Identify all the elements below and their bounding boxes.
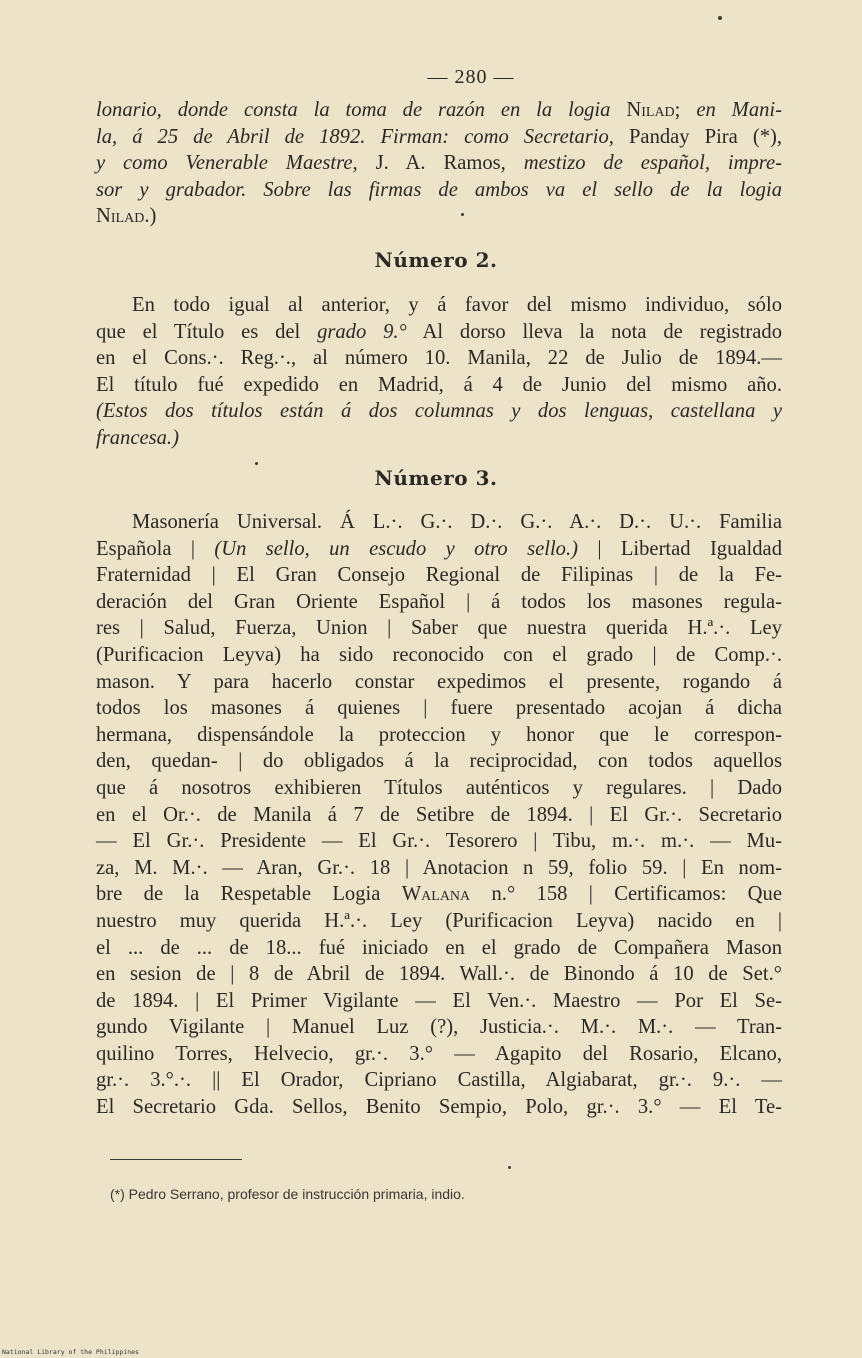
- text-line-segment: sor y grabador. Sobre las firmas de ambos va el sello de la logia: [96, 178, 782, 201]
- ink-speck: [718, 16, 722, 20]
- text-line-segment: francesa.): [96, 426, 179, 449]
- text-line-segment: en Mani-: [696, 99, 782, 121]
- text-line-segment: Nilad: [626, 99, 675, 121]
- ink-speck: [255, 462, 258, 465]
- text-line: [96, 425, 782, 452]
- section-heading: Número 2.: [374, 248, 498, 272]
- text-line: Nilad.): [96, 205, 157, 228]
- text-line: quilino Torres, Helvecio, gr.·. 3.° — Agapito del Rosario, Elcano,: [96, 1042, 782, 1065]
- text-line-segment: (Un sello, un escudo y otro sello.): [214, 537, 578, 560]
- text-line: que el Título es del grado 9.° Al dorso lleva la nota de registrado: [96, 320, 782, 343]
- paragraph-2: [96, 292, 782, 452]
- text-line-segment: grado 9.°: [317, 320, 407, 343]
- text-line-segment: la, á 25 de Abril de 1892. Firman: como Secretario,: [96, 125, 614, 148]
- text-line: res | Salud, Fuerza, Union | Saber que nuestra querida H.ª.·. Ley: [96, 617, 782, 640]
- text-line: Masonería Universal. Á L.·. G.·. D.·. G.·. A.·. D.·. U.·. Familia: [132, 511, 782, 533]
- text-line: lonario, donde consta la toma de razón en la logia Nilad; en Mani-: [96, 99, 782, 121]
- text-line: en el Cons.·. Reg.·., al número 10. Manila, 22 de Julio de 1894.—: [96, 347, 782, 370]
- text-line: mason. Y para hacerlo constar expedimos el presente, rogando á: [96, 670, 782, 693]
- text-line: hermana, dispensándole la proteccion y honor que le correspon-: [96, 723, 782, 746]
- text-line: en el Or.·. de Manila á 7 de Setibre de 1894. | El Gr.·. Secretario: [96, 803, 782, 826]
- section-heading: Número 3.: [374, 466, 498, 490]
- paragraph-3: [96, 509, 782, 1121]
- text-line: que á nosotros exhibieren Títulos auténticos y regulares. | Dado: [96, 776, 782, 799]
- page-number: — 280 —: [427, 66, 515, 88]
- text-line: y como Venerable Maestre, J. A. Ramos, mestizo de español, impre-: [96, 152, 783, 175]
- text-line-segment: mestizo de español, impre-: [523, 152, 783, 175]
- text-line-segment: lonario, donde consta la toma de razón en la logia: [96, 99, 627, 121]
- text-line: gundo Vigilante | Manuel Luz (?), Justicia.·. M.·. M.·. — Tran-: [96, 1016, 782, 1039]
- text-line: de 1894. | El Primer Vigilante — El Ven.·. Maestro — Por El Se-: [96, 989, 782, 1012]
- text-line-segment: (Estos dos títulos están á dos columnas y dos lenguas, castellana y: [96, 400, 782, 423]
- text-line: — El Gr.·. Presidente — El Gr.·. Tesorero | Tibu, m.·. m.·. — Mu-: [96, 830, 782, 853]
- text-line: En todo igual al anterior, y á favor del mismo individuo, sólo: [132, 294, 782, 316]
- paragraph-1: [96, 97, 782, 230]
- text-line: nuestro muy querida H.ª.·. Ley (Purificacion Leyva) nacido en |: [96, 909, 782, 932]
- text-line: den, quedan- | do obligados á la reciprocidad, con todos aquellos: [96, 750, 782, 773]
- text-line: todos los masones á quienes | fuere presentado acojan á dicha: [96, 697, 782, 720]
- text-line: El Secretario Gda. Sellos, Benito Sempio, Polo, gr.·. 3.° — El Te-: [96, 1096, 782, 1119]
- text-line: Fraternidad | El Gran Consejo Regional de Filipinas | de la Fe-: [96, 564, 782, 587]
- text-line: bre de la Respetable Logia Walana n.° 158 | Certificamos: Que: [96, 883, 782, 906]
- footnote: (*) Pedro Serrano, profesor de instrucción primaria, indio.: [110, 1186, 465, 1202]
- text-line-segment: Nilad: [96, 205, 145, 228]
- text-line: gr.·. 3.°.·. || El Orador, Cipriano Castilla, Algiabarat, gr.·. 9.·. —: [96, 1069, 782, 1092]
- text-line: El título fué expedido en Madrid, á 4 de Junio del mismo año.: [96, 373, 782, 396]
- text-line: Española | (Un sello, un escudo y otro sello.) | Libertad Igualdad: [96, 537, 782, 560]
- text-line: el ... de ... de 18... fué iniciado en el grado de Compañera Mason: [96, 936, 782, 959]
- text-line: deración del Gran Oriente Español | á todos los masones regula-: [96, 590, 782, 613]
- text-line-segment: Walana: [401, 883, 471, 906]
- footnote-divider: [110, 1159, 242, 1160]
- text-line: la, á 25 de Abril de 1892. Firman: como Secretario, Panday Pira (*),: [96, 125, 782, 148]
- library-credit: National Library of the Philippines: [2, 1348, 139, 1356]
- text-line: en sesion de | 8 de Abril de 1894. Wall.·. de Binondo á 10 de Set.°: [96, 963, 782, 986]
- text-line: [96, 177, 782, 204]
- ink-speck: [508, 1166, 511, 1169]
- text-line: (Purificacion Leyva) ha sido reconocido con el grado | de Comp.·.: [96, 643, 782, 666]
- text-line-segment: y como Venerable Maestre,: [96, 152, 358, 175]
- text-line: [96, 398, 782, 425]
- text-line: za, M. M.·. — Aran, Gr.·. 18 | Anotacion n 59, folio 59. | En nom-: [96, 856, 782, 879]
